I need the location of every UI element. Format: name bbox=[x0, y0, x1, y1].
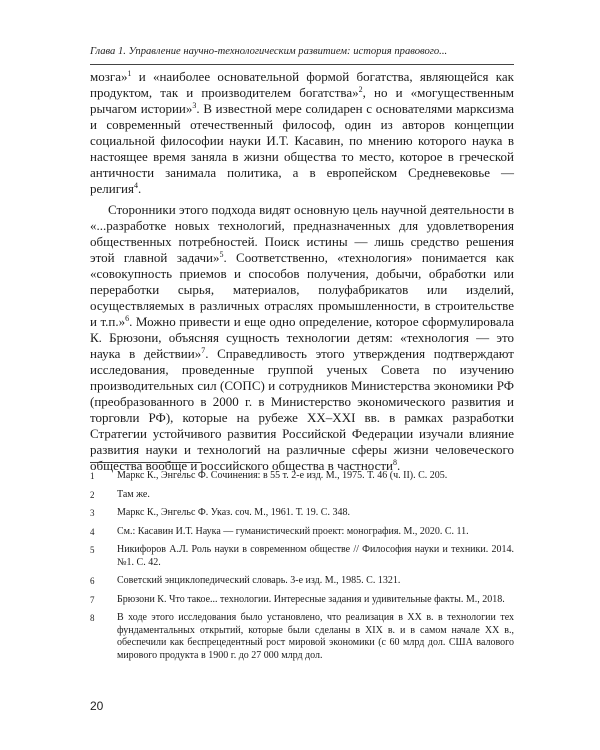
paragraph-text: Сторонники этого подхода видят основную цель научной деятельности в «...разработке новых технологий, предназначенных для удовлетворения общественных потребностей. Поиск истины — лишь средство решения этой главной задачи» bbox=[90, 202, 514, 265]
footnote-ref-4[interactable]: 4 bbox=[133, 181, 138, 190]
paragraph-text: . Справедливость этого утверждения подтверждают исследования, проведенные группой ученых Совета по изучению производительных сил (СОПС) и сотрудников Министерства экономики РФ (преобразованного в 2000 г. в Министерство экономического развития и торговли РФ), которые на рубеже XX–XXI вв. в рамках разработки Стратегии устойчивого развития Российской Федерации изучали влияние развития науки и технологий на различные сферы жизни человеческого общества вообще и российского общества в частности bbox=[90, 346, 514, 473]
paragraph-text: . В известной мере солидарен с основателями марксизма и современный отечественный философ, один из авторов концепции социальной философии науки И.Т. Касавин, по мнению которого наука в настоящее время заняла в жизни общества то место, которое в греческой античности занимала политика, а в европейском Средневековье — религия bbox=[90, 101, 514, 196]
page-number: 20 bbox=[90, 699, 104, 713]
footnote-text: Брюзони К. Что такое... технологии. Интересные задания и удивительные факты. М., 2018. bbox=[117, 593, 505, 605]
footnote-number: 3 bbox=[90, 508, 95, 518]
footnote-text: Никифоров А.Л. Роль науки в современном обществе // Философия науки и техники. 2014. №1. С. 42. bbox=[117, 544, 514, 568]
paragraph-2 bbox=[90, 202, 514, 474]
footnote-text: См.: Касавин И.Т. Наука — гуманистический проект: монография. М., 2020. С. 11. bbox=[117, 525, 469, 537]
footnote-number: 1 bbox=[90, 471, 95, 481]
footnote-number: 6 bbox=[90, 576, 95, 586]
footnote-text: Маркс К., Энгельс Ф. Сочинения: в 55 т. 2-е изд. М., 1975. Т. 46 (ч. II). С. 205. bbox=[117, 470, 448, 481]
footnote-ref-1[interactable]: 1 bbox=[127, 69, 132, 78]
paragraph-1 bbox=[90, 69, 514, 197]
paragraph-text: . bbox=[137, 181, 142, 196]
footnote-7 bbox=[90, 594, 514, 607]
footnote-text: В ходе этого исследования было установлено, что реализация в XX в. в технологии тех фундаментальных открытий, которые были сделаны в XIX в. и в самом начале XX в., обеспечили как беспрецедентный рост мировой экономики (с 60 млрд дол. США валового мирового продукта в 1900 г. до 27 000 млрд дол. bbox=[117, 612, 514, 661]
running-header: Глава 1. Управление научно-технологическим развитием: история правового... bbox=[90, 46, 448, 57]
paragraph-text: и «наиболее основательной формой богатства, являющейся как продуктом, так и производителем богатства» bbox=[90, 69, 514, 100]
footnote-number: 4 bbox=[90, 526, 95, 537]
footnote-ref-6[interactable]: 6 bbox=[125, 314, 130, 323]
paragraph-text: мозга» bbox=[90, 69, 128, 84]
footnote-4 bbox=[90, 526, 514, 539]
footnote-3 bbox=[90, 507, 514, 520]
footnotes bbox=[90, 470, 514, 668]
footnote-8 bbox=[90, 612, 514, 662]
footnote-6 bbox=[90, 575, 514, 588]
footnote-text: Маркс К., Энгельс Ф. Указ. соч. М., 1961. Т. 19. С. 348. bbox=[117, 507, 350, 518]
paragraph-text: . Можно привести и еще одно определение, которое сформулировала К. Брюзони, объясняя сущность технологии детям: «технология — это наука в действии» bbox=[90, 314, 514, 361]
footnote-number: 5 bbox=[90, 545, 95, 555]
paragraph-text: . bbox=[397, 458, 401, 473]
paragraph-text: , но и «могущественным рычагом истории» bbox=[90, 85, 514, 116]
footnote-ref-2[interactable]: 2 bbox=[358, 85, 363, 94]
footnote-ref-8[interactable]: 8 bbox=[393, 458, 398, 467]
footnote-ref-3[interactable]: 3 bbox=[192, 101, 197, 110]
main-text bbox=[90, 69, 514, 474]
header-rule bbox=[90, 64, 514, 65]
footnote-text: Там же. bbox=[117, 488, 150, 500]
footnote-number: 7 bbox=[90, 594, 95, 605]
footnote-2 bbox=[90, 489, 514, 502]
footnote-1 bbox=[90, 470, 514, 483]
footnote-ref-7[interactable]: 7 bbox=[201, 346, 206, 355]
footnote-5 bbox=[90, 544, 514, 569]
footnote-number: 8 bbox=[90, 613, 95, 623]
paragraph-text: . Соответственно, «технология» понимается как «совокупность приемов и способов получения, добычи, обработки или переработки сырья, материалов, полуфабрикатов или изделий, осуществляемых в различных отраслях промышленности, в строительстве и т.п.» bbox=[90, 250, 515, 329]
footnote-number: 2 bbox=[90, 489, 95, 500]
footnote-rule bbox=[90, 462, 202, 463]
footnote-ref-5[interactable]: 5 bbox=[219, 250, 224, 259]
footnote-text: Советский энциклопедический словарь. 3-е изд. М., 1985. С. 1321. bbox=[117, 575, 401, 586]
